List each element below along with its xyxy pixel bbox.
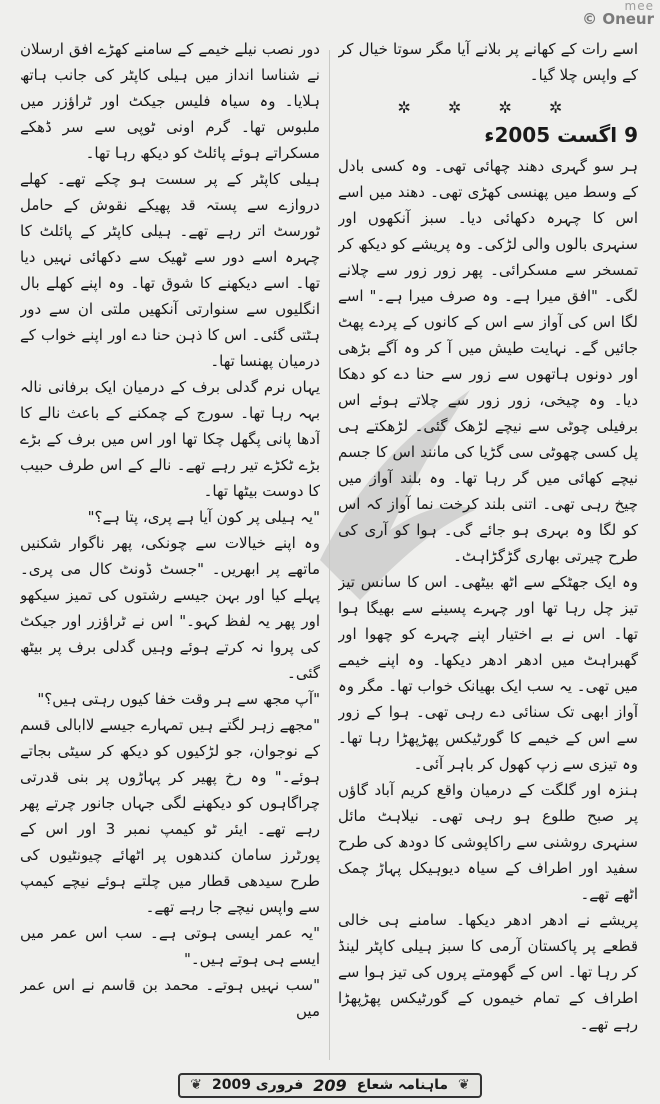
column-divider: [329, 50, 330, 1060]
page-footer: [0, 1070, 660, 1100]
page-number: 209: [313, 1075, 347, 1095]
ornament-icon: ❦: [190, 1077, 202, 1093]
left-paragraph-6: "آپ مجھ سے ہر وقت خفا کیوں رہتی ہیں؟": [37, 690, 320, 708]
watermark: [582, 0, 654, 26]
watermark-copyright: © Oneur: [582, 10, 654, 28]
issue-date: فروری 2009: [211, 1077, 304, 1093]
left-paragraph-5: وہ اپنے خیالات سے چونکی، پھر ناگوار شکنیں ماتھے پر ابھریں۔ "جسٹ ڈونٹ کال می پری۔ پہلے کیا اور بہن جیسے رشتوں کی تمیز سیکھو اور پھر یہ لفظ کہو۔" اس نے ٹراؤزر اور جیکٹ کی پروا نہ کرتے ہوئے وہیں گدلی برف پر بیٹھ گئی۔: [20, 534, 320, 682]
section-break-stars: ✲ ✲ ✲ ✲: [397, 98, 579, 117]
right-column: [338, 36, 638, 1066]
right-paragraph-1: ہر سو گہری دھند چھائی تھی۔ وہ کسی بادل کے وسط میں پھنسی کھڑی تھی۔ دھند میں اسے اس کا چہرہ دکھائی دیا۔ سبز آنکھوں اور سنہری بالوں والی لڑکی۔ وہ پریشے کو دیکھ کر تمسخر سے مسکرائی۔ پھر زور زور سے چلانے لگی۔ "افق میرا ہے۔ وہ صرف میرا ہے۔" اسے لگا اس کی آواز سے اس کے کانوں کے پردے پھٹ جائیں گے۔ نہایت طیش میں آ کر وہ آگے بڑھی اور دونوں ہاتھوں سے زور سے حنا دے کو دھکا دیا۔ وہ چیخی، زور زور سے چلاتے ہوئے اس برفیلی چوٹی سے نیچے لڑھک گئی۔ لڑھکتے ہی پل کسی چھوٹی سی گڑیا کی مانند اس کا جسم نیچے کھائی میں گر رہا تھا۔ وہ بلند آواز میں چیخ رہی تھی۔ اتنی بلند کرخت نما آواز کہ اس کو لگا وہ بہری ہو جائے گی۔ ہوا کو آری کی طرح چیرتی بھاری گڑگڑاہٹ۔: [338, 157, 638, 565]
left-paragraph-9: "سب نہیں ہوتے۔ محمد بن قاسم نے اس عمر میں: [20, 976, 320, 1020]
right-paragraph-4: پریشے نے ادھر ادھر دیکھا۔ سامنے ہی خالی قطعے پر پاکستان آرمی کا سبز ہیلی کاپٹر لینڈ کر رہا تھا۔ اس کے گھومتے پروں کی تیز ہوا سے اطراف کے تمام خیموں کے گورٹیکس پھڑپھڑا رہے تھے۔: [338, 911, 638, 1033]
magazine-name: ماہنامہ شعاع: [356, 1077, 449, 1093]
left-column: [20, 36, 320, 1066]
footer-box: [178, 1073, 482, 1098]
left-paragraph-2: ہیلی کاپٹر کے پر سست ہو چکے تھے۔ کھلے دروازے سے پستہ قد پھیکے نقوش کے حامل ٹورسٹ اتر رہے تھے۔ ہیلی کاپٹر کے پائلٹ کا چہرہ اسے دور سے ٹھیک سے دکھائی نہیں دیا تھا۔ اسے دیکھنے کا شوق تھا۔ وہ اپنے کھلے بال انگلیوں سے سنوارتی آنکھیں ملتی ان سے دور ہٹتی گئی۔ اس کا ذہن حنا دے اور اپنے خواب کے درمیان پھنسا تھا۔: [20, 170, 320, 370]
ornament-icon: ❦: [458, 1077, 470, 1093]
left-paragraph-1: دور نصب نیلے خیمے کے سامنے کھڑے افق ارسلان نے شناسا انداز میں ہیلی کاپٹر کی جانب ہاتھ ہلایا۔ وہ سیاہ فلیس جیکٹ اور ٹراؤزر میں ملبوس تھا۔ گرم اونی ٹوپی سے سر ڈھکے مسکراتے ہوئے پائلٹ کو دیکھ رہا تھا۔: [20, 40, 320, 162]
date-heading: 9 اگست 2005ء: [484, 123, 638, 147]
left-paragraph-3: یہاں نرم گدلی برف کے درمیان ایک برفانی نالہ بہہ رہا تھا۔ سورج کے چمکنے کے باعث نالے کا آدھا پانی پگھل چکا تھا اور اس میں برف کے بڑے بڑے ٹکڑے تیر رہے تھے۔ نالے کے اس طرف حبیب کا دوست بیٹھا تھا۔: [20, 378, 320, 500]
right-intro-paragraph: اسے رات کے کھانے پر بلانے آیا مگر سوتا خیال کر کے واپس چلا گیا۔: [338, 40, 638, 84]
right-paragraph-2: وہ ایک جھٹکے سے اٹھ بیٹھی۔ اس کا سانس تیز تیز چل رہا تھا اور چہرے پسینے سے بھیگا ہوا تھا۔ اس نے بے اختیار اپنے چہرے کو چھوا اور گھبراہٹ میں ادھر ادھر دیکھا۔ وہ اپنے خیمے میں تھی۔ یہ سب ایک بھیانک خواب تھا۔ مگر وہ آواز ابھی تک سنائی دے رہی تھی۔ ہوا کے زور سے اس کے خیمے کا گورٹیکس پھڑپھڑا رہا تھا۔ وہ تیزی سے زپ کھول کر باہر آئی۔: [338, 573, 638, 773]
right-paragraph-3: ہنزہ اور گلگت کے درمیان واقع کریم آباد گاؤں پر صبح طلوع ہو رہی تھی۔ نیلاہٹ مائل سنہری روشنی سے راکاپوشی کا دودھ کی طرح سفید اور اطراف کے سیاہ دیوہیکل پہاڑ چمک اٹھے تھے۔: [338, 781, 638, 903]
left-paragraph-8: "یہ عمر ایسی ہوتی ہے۔ سب اس عمر میں ایسے ہی ہوتے ہیں۔": [20, 924, 320, 968]
left-paragraph-4: "یہ ہیلی پر کون آیا ہے پری، پتا ہے؟": [87, 508, 320, 526]
left-paragraph-7: "مجھے زہر لگتے ہیں تمہارے جیسے لاابالی قسم کے نوجوان، جو لڑکیوں کو دیکھ کر سیٹی بجاتے ہوئے۔" وہ رخ پھیر کر پہاڑوں پر بنی قدرتی چراگاہوں کو دیکھنے لگی جہاں جانور چرتے پھر رہے تھے۔ ایئر ٹو کیمپ نمبر 3 اور اس کے پورٹرز سامان کندھوں پر اٹھائے چیونٹیوں کی طرح سیدھی قطار میں چلتے ہوئے نیچے کیمپ سے واپس نیچے جا رہے تھے۔: [20, 716, 320, 916]
watermark-top-text: mee: [624, 0, 654, 13]
